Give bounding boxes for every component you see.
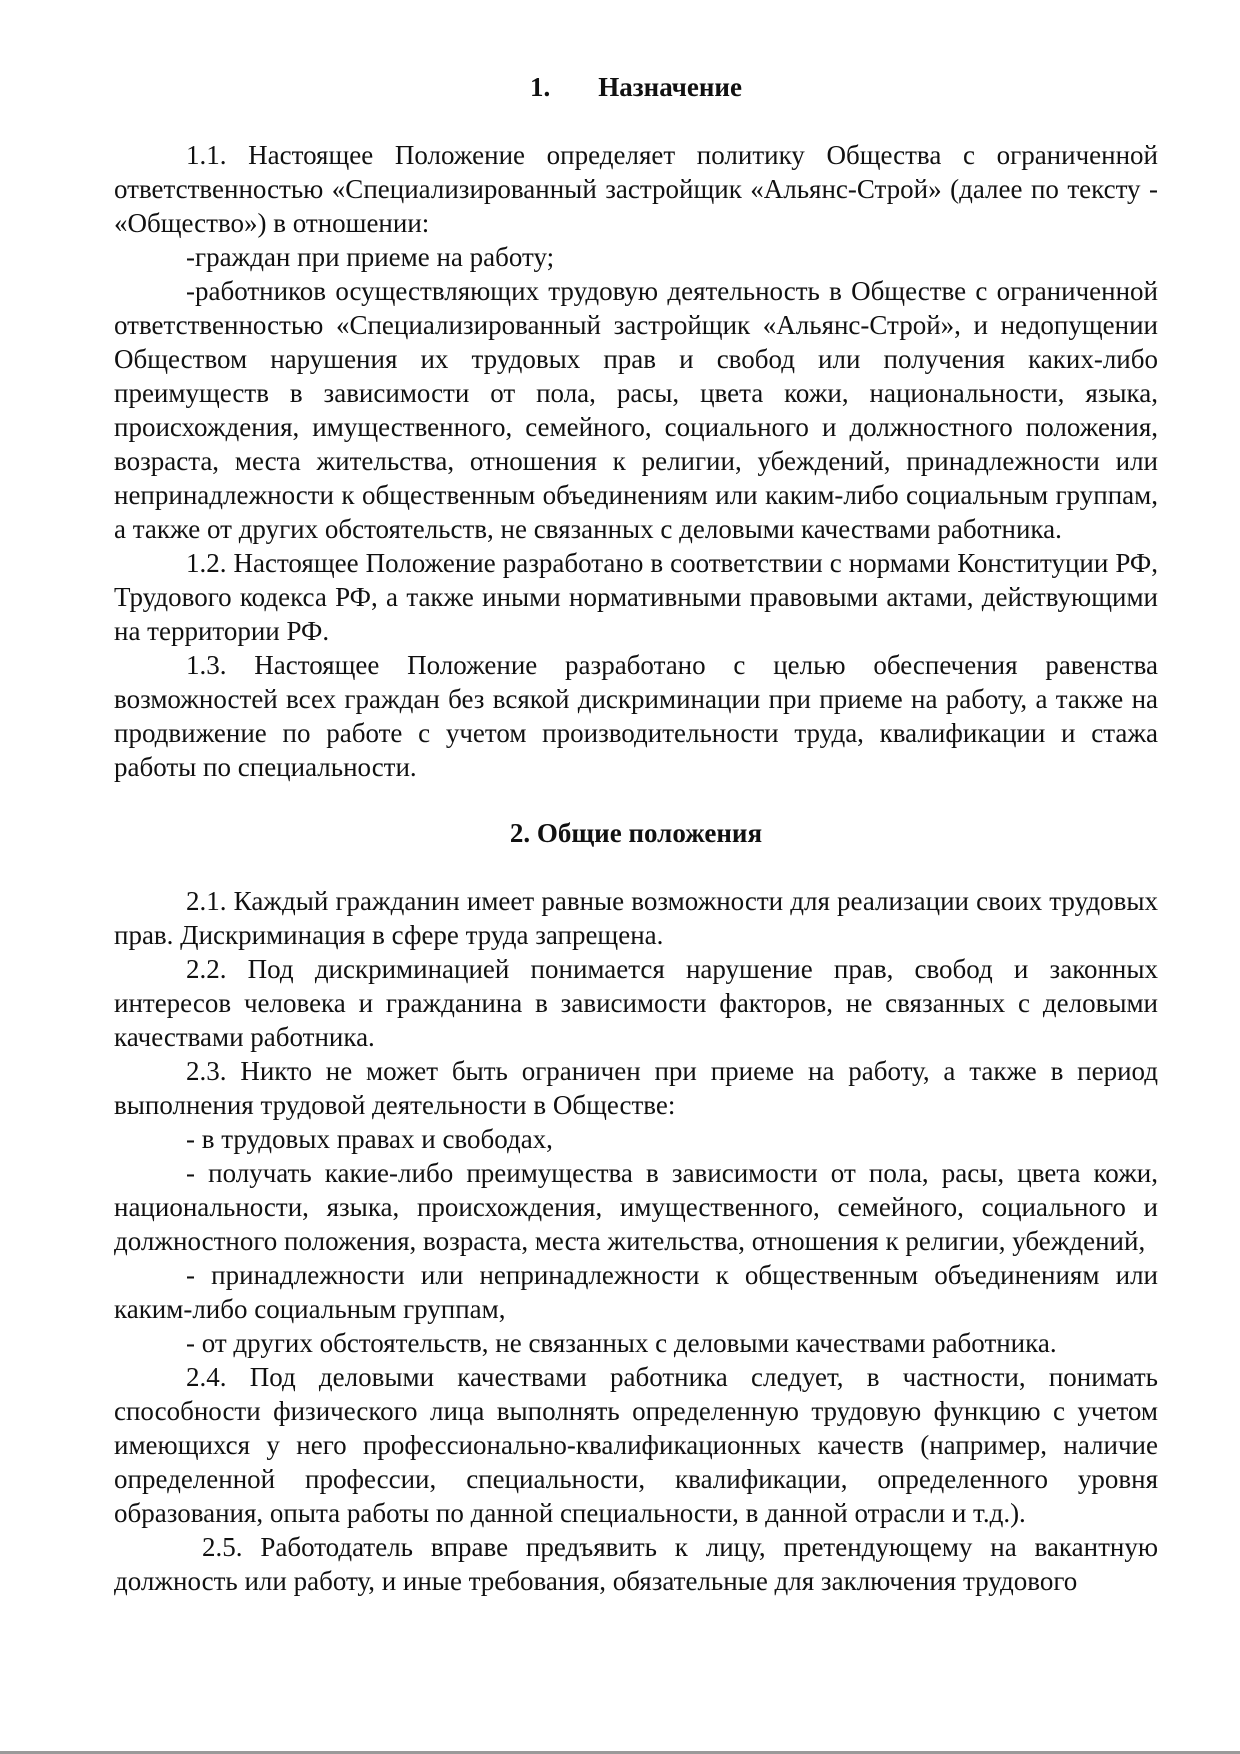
list-item-citizens: -граждан при приеме на работу; [186,242,555,272]
paragraph-1-1: 1.1. Настоящее Положение определяет политику Общества с ограниченной ответственностью «Специализированный застройщик «Альянс-Строй» (далее по тексту - «Общество») в отношении: [114,140,1158,238]
section-2-heading: 2. Общие положения [509,818,763,848]
list-item-other-circumstances: - от других обстоятельств, не связанных с деловыми качествами работника. [186,1328,1057,1358]
list-item-membership: - принадлежности или непринадлежности к общественным объединениям или каким-либо социальным группам, [114,1260,1158,1324]
paragraph-2-2: 2.2. Под дискриминацией понимается нарушение прав, свобод и законных интересов человека и гражданина в зависимости факторов, не связанных с деловыми качествами работника. [114,954,1158,1052]
document-body [114,70,1158,1598]
list-item-employees: -работников осуществляющих трудовую деятельность в Обществе с ограниченной ответственностью «Специализированный застройщик «Альянс-Строй», и недопущении Обществом нарушения их трудовых прав и свобод или получения каких-либо преимуществ в зависимости от пола, расы, цвета кожи, национальности, языка, происхождения, имущественного, семейного, социального и должностного положения, возраста, места жительства, отношения к религии, убеждений, принадлежности или непринадлежности к общественным объединениям или каким-либо социальным группам, а также от других обстоятельств, не связанных с деловыми качествами работника. [114,276,1158,544]
paragraph-2-1: 2.1. Каждый гражданин имеет равные возможности для реализации своих трудовых прав. Дискриминация в сфере труда запрещена. [114,886,1158,950]
paragraph-2-5: 2.5. Работодатель вправе предъявить к лицу, претендующему на вакантную должность или работу, и иные требования, обязательные для заключения трудового [114,1532,1158,1596]
section-1-number: 1. [530,72,551,102]
paragraph-2-3: 2.3. Никто не может быть ограничен при приеме на работу, а также в период выполнения трудовой деятельности в Обществе: [114,1056,1158,1120]
paragraph-2-4: 2.4. Под деловыми качествами работника следует, в частности, понимать способности физического лица выполнять определенную трудовую функцию с учетом имеющихся у него профессионально-квалификационных качеств (например, наличие определенной профессии, специальности, квалификации, определенного уровня образования, опыта работы по данной специальности, в данной отрасли и т.д.). [114,1362,1158,1528]
section-1-heading [114,70,1158,104]
section-1-title: Назначение [598,72,742,102]
paragraph-1-3: 1.3. Настоящее Положение разработано с целью обеспечения равенства возможностей всех граждан без всякой дискриминации при приеме на работу, а также на продвижение по работе с учетом производительности труда, квалификации и стажа работы по специальности. [114,650,1158,782]
list-item-rights: - в трудовых правах и свободах, [186,1124,553,1154]
list-item-advantages: - получать какие-либо преимущества в зависимости от пола, расы, цвета кожи, национальности, языка, происхождения, имущественного, семейного, социального и должностного положения, возраста, места жительства, отношения к религии, убеждений, [114,1158,1158,1256]
paragraph-1-2: 1.2. Настоящее Положение разработано в соответствии с нормами Конституции РФ, Трудового кодекса РФ, а также иными нормативными правовыми актами, действующими на территории РФ. [114,548,1158,646]
